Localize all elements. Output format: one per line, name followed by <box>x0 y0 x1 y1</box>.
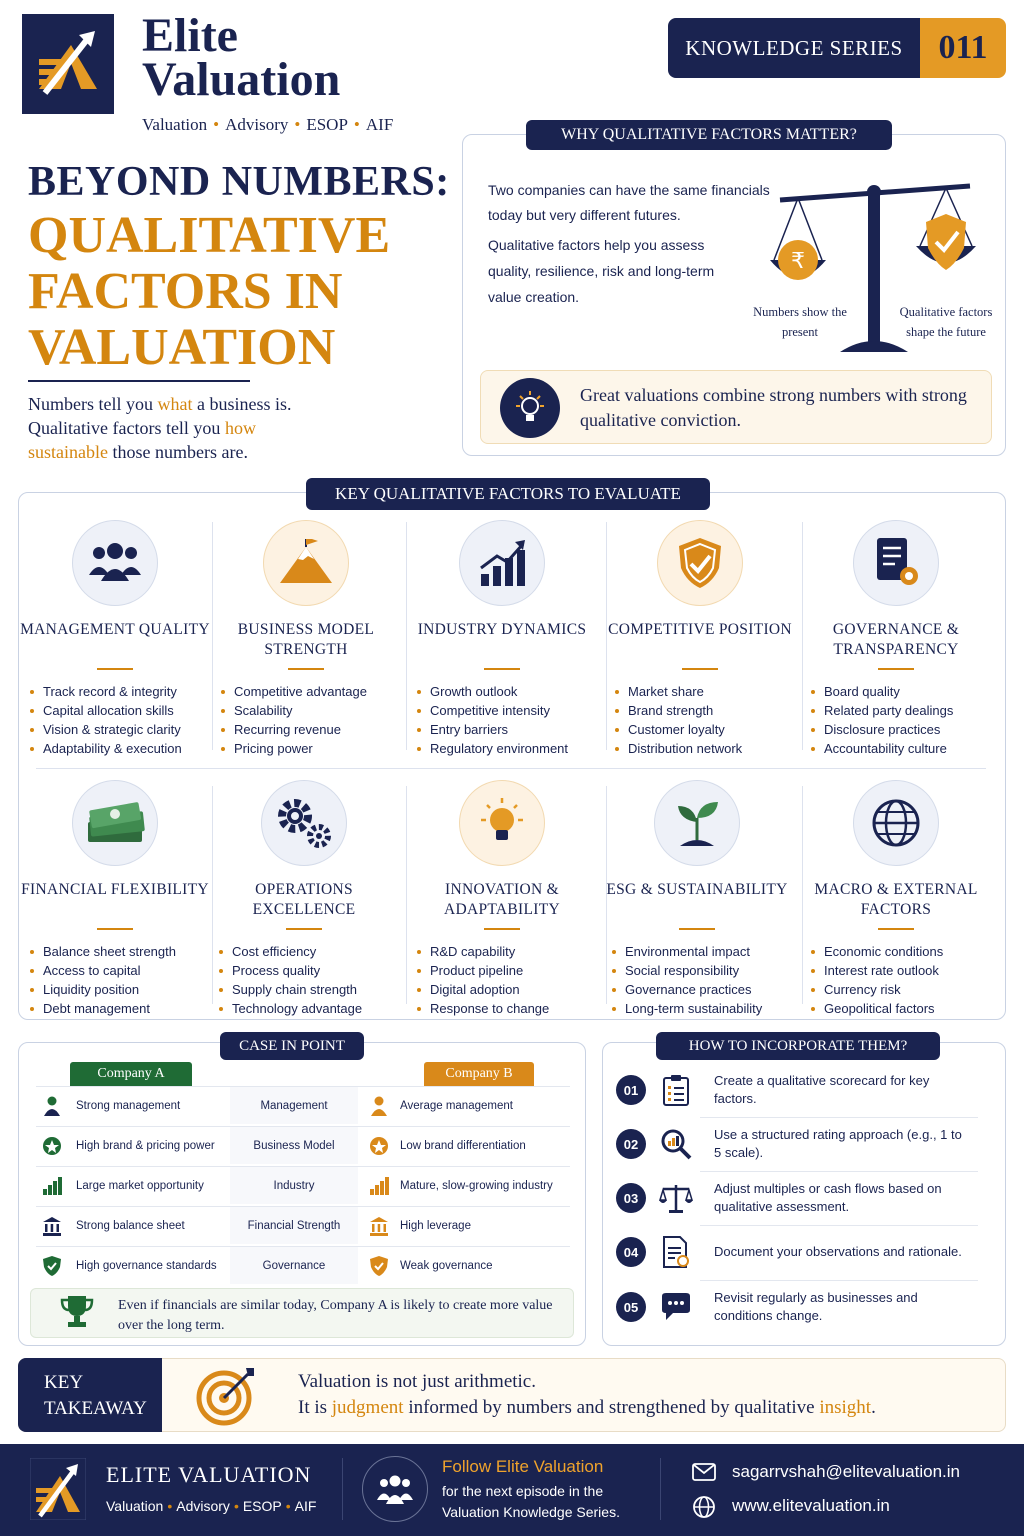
hero-title-line3: FACTORS IN <box>28 263 343 320</box>
hero-sub-highlight: how <box>224 418 256 438</box>
factor-point: Economic conditions <box>824 942 994 961</box>
why-text-1: Two companies can have the same financials today but very different futures. <box>488 182 770 223</box>
why-text-2: Qualitative factors help you assess quality, resilience, risk and long-term value creation. <box>488 237 715 305</box>
case-criterion: Management <box>230 1087 358 1124</box>
factor-point: Digital adoption <box>430 980 600 999</box>
factors-title: KEY QUALITATIVE FACTORS TO EVALUATE <box>306 478 710 510</box>
globe-icon <box>692 1495 716 1519</box>
factor-point: Geopolitical factors <box>824 999 994 1018</box>
tagline-item: AIF <box>294 1498 317 1514</box>
divider <box>36 768 986 769</box>
factor-card <box>17 520 213 758</box>
factor-point: Pricing power <box>234 739 404 758</box>
tagline-item: Advisory <box>176 1498 230 1514</box>
star-badge-icon <box>369 1136 389 1156</box>
hero-subtitle <box>28 392 448 464</box>
plant-icon <box>654 780 740 866</box>
company-a-value: Strong management <box>76 1099 181 1112</box>
case-row <box>36 1126 570 1164</box>
brand-name <box>142 9 341 106</box>
how-step <box>616 1118 978 1170</box>
factor-point: Social responsibility <box>625 961 795 980</box>
person-icon <box>370 1096 388 1116</box>
case-row <box>36 1246 570 1284</box>
factor-point: Response to change <box>430 999 600 1018</box>
hero-sub-text: a business is. <box>192 394 292 414</box>
bar-chart-arrow-icon <box>459 520 545 606</box>
hero-title-line1: BEYOND NUMBERS: <box>28 159 450 205</box>
takeaway-highlight: insight <box>819 1397 872 1418</box>
factor-card <box>206 780 402 1018</box>
tagline-item: ESOP <box>306 115 348 134</box>
hero-sub-highlight: what <box>157 394 193 414</box>
company-a-value: High governance standards <box>76 1259 217 1272</box>
clipboard-icon <box>662 1074 690 1106</box>
company-b-value: Mature, slow-growing industry <box>400 1179 553 1192</box>
factor-point: Competitive advantage <box>234 682 404 701</box>
company-a-value: High brand & pricing power <box>76 1139 215 1152</box>
factor-point: Adaptability & execution <box>43 739 213 758</box>
scale-label-right: Qualitative factors shape the future <box>899 305 993 339</box>
how-step <box>616 1281 978 1333</box>
factor-card <box>404 780 600 1018</box>
bank-icon <box>42 1216 62 1236</box>
why-title: WHY QUALITATIVE FACTORS MATTER? <box>526 120 892 150</box>
shield-icon <box>42 1255 62 1277</box>
email-icon <box>692 1461 716 1483</box>
takeaway-highlight: judgment <box>331 1397 404 1418</box>
factor-point: Recurring revenue <box>234 720 404 739</box>
factor-card <box>404 520 600 758</box>
svg-text:₹: ₹ <box>791 249 805 274</box>
factor-card <box>208 520 404 758</box>
factor-point: Entry barriers <box>430 720 600 739</box>
hero-title-line4: VALUATION <box>28 319 336 376</box>
factor-card <box>602 520 798 758</box>
factor-point: Governance practices <box>625 980 795 999</box>
factor-title: COMPETITIVE POSITION <box>608 621 792 638</box>
scale-icon <box>659 1182 693 1214</box>
case-criterion: Governance <box>230 1247 358 1284</box>
step-text: Use a structured rating approach (e.g., 1 to 5 scale). <box>714 1127 962 1160</box>
step-text: Document your observations and rationale. <box>714 1244 962 1259</box>
target-icon <box>196 1366 256 1426</box>
factor-point: Currency risk <box>824 980 994 999</box>
company-b-value: High leverage <box>400 1219 471 1232</box>
factor-title: INNOVATION & ADAPTABILITY <box>443 881 560 918</box>
tagline-item: ESOP <box>242 1498 282 1514</box>
case-note-text: Even if financials are similar today, Company A is likely to create more value over the long term. <box>118 1298 553 1333</box>
series-number: 011 <box>920 18 1006 78</box>
factor-point: Customer loyalty <box>628 720 798 739</box>
case-row <box>36 1206 570 1244</box>
takeaway-text-part: informed by numbers and strengthened by qualitative <box>403 1397 820 1418</box>
tagline-item: AIF <box>365 115 394 134</box>
community-icon <box>362 1456 428 1522</box>
company-a-tag: Company A <box>70 1062 192 1086</box>
hero-sub-text: those numbers are. <box>107 442 248 462</box>
step-number: 02 <box>616 1129 646 1159</box>
cash-stack-icon <box>72 780 158 866</box>
why-quote-text: Great valuations combine strong numbers with strong qualitative conviction. <box>580 385 967 430</box>
factor-title: GOVERNANCE & TRANSPARENCY <box>832 621 960 658</box>
factor-point: Disclosure practices <box>824 720 994 739</box>
takeaway-label-line1: KEY <box>44 1372 84 1393</box>
factor-point: Market share <box>628 682 798 701</box>
factor-point: Scalability <box>234 701 404 720</box>
takeaway-text <box>298 1369 998 1421</box>
factor-point: Vision & strategic clarity <box>43 720 213 739</box>
case-criterion: Industry <box>230 1167 358 1204</box>
brand-name-line2: Valuation <box>142 53 341 106</box>
factor-point: Cost efficiency <box>232 942 402 961</box>
person-icon <box>43 1096 61 1116</box>
factor-point: Technology advantage <box>232 999 402 1018</box>
how-title: HOW TO INCORPORATE THEM? <box>656 1032 940 1060</box>
brand-tagline: Valuation • Advisory • ESOP • AIF <box>142 115 394 134</box>
factor-title: BUSINESS MODEL STRENGTH <box>237 621 375 658</box>
step-number: 03 <box>616 1183 646 1213</box>
footer-brand-name: ELITE VALUATION <box>106 1462 312 1487</box>
logo-arrow-icon <box>31 27 105 101</box>
factor-title: FINANCIAL FLEXIBILITY <box>21 881 209 898</box>
factor-point: Related party dealings <box>824 701 994 720</box>
factor-point: Competitive intensity <box>430 701 600 720</box>
chat-icon <box>659 1292 693 1322</box>
divider <box>660 1458 661 1520</box>
mountain-flag-icon <box>263 520 349 606</box>
step-text: Adjust multiples or cash flows based on qualitative assessment. <box>714 1181 942 1214</box>
company-b-value: Low brand differentiation <box>400 1139 526 1152</box>
step-number: 01 <box>616 1075 646 1105</box>
brand-logo <box>22 14 114 114</box>
company-b-value: Average management <box>400 1099 513 1112</box>
step-text: Revisit regularly as businesses and conditions change. <box>714 1290 918 1323</box>
takeaway-line1: Valuation is not just arithmetic. <box>298 1371 536 1392</box>
hero-title-line2: QUALITATIVE <box>28 207 391 264</box>
gears-icon <box>261 780 347 866</box>
takeaway-label <box>18 1358 162 1432</box>
factor-point: Board quality <box>824 682 994 701</box>
hero-sub-highlight: sustainable <box>28 442 108 462</box>
people-icon <box>72 520 158 606</box>
factor-point: Brand strength <box>628 701 798 720</box>
factor-point: Product pipeline <box>430 961 600 980</box>
factor-title: OPERATIONS EXCELLENCE <box>252 881 356 918</box>
factor-title: INDUSTRY DYNAMICS <box>417 621 587 638</box>
company-a-value: Strong balance sheet <box>76 1219 185 1232</box>
step-number: 05 <box>616 1292 646 1322</box>
factor-card <box>798 780 994 1018</box>
hero-title-highlight <box>28 208 448 376</box>
factor-point: Access to capital <box>43 961 213 980</box>
document-badge-icon <box>853 520 939 606</box>
takeaway-line2 <box>298 1395 998 1421</box>
factor-point: Balance sheet strength <box>43 942 213 961</box>
shield-check-icon <box>657 520 743 606</box>
company-b-value: Weak governance <box>400 1259 493 1272</box>
case-criterion: Financial Strength <box>230 1207 358 1244</box>
how-step <box>616 1172 978 1224</box>
case-row <box>36 1166 570 1204</box>
factor-title: MANAGEMENT QUALITY <box>20 621 210 638</box>
factor-point: Debt management <box>43 999 213 1018</box>
factor-point: Capital allocation skills <box>43 701 213 720</box>
takeaway-text-part: . <box>871 1397 876 1418</box>
factor-point: Growth outlook <box>430 682 600 701</box>
brand-name-line1: Elite <box>142 9 238 62</box>
document-icon <box>661 1236 691 1268</box>
globe-icon <box>853 780 939 866</box>
factor-title: MACRO & EXTERNAL FACTORS <box>814 881 978 918</box>
bars-icon <box>369 1177 389 1195</box>
footer-website-link[interactable]: www.elitevaluation.in <box>732 1496 890 1515</box>
follow-text: for the next episode in the Valuation Knowledge Series. <box>442 1483 620 1520</box>
tagline-item: Valuation <box>142 115 208 134</box>
factor-card <box>17 780 213 1018</box>
follow-heading: Follow Elite Valuation <box>442 1457 604 1476</box>
how-step <box>616 1226 978 1278</box>
takeaway-label-line2: TAKEAWAY <box>44 1398 147 1419</box>
series-label: KNOWLEDGE SERIES <box>668 18 920 78</box>
magnifier-chart-icon <box>660 1128 692 1160</box>
factor-point: Track record & integrity <box>43 682 213 701</box>
case-row <box>36 1086 570 1124</box>
factor-point: Environmental impact <box>625 942 795 961</box>
hero-sub-text: Qualitative factors tell you <box>28 418 225 438</box>
takeaway-text-part: It is <box>298 1397 332 1418</box>
footer-email-link[interactable]: sagarrvshah@elitevaluation.in <box>732 1462 960 1481</box>
trophy-icon <box>60 1294 94 1330</box>
star-badge-icon <box>42 1136 62 1156</box>
factor-point: Regulatory environment <box>430 739 600 758</box>
factor-point: Liquidity position <box>43 980 213 999</box>
how-step <box>616 1064 978 1116</box>
hero-sub-text: Numbers tell you <box>28 394 158 414</box>
factor-card <box>599 780 795 1018</box>
divider <box>342 1458 343 1520</box>
company-a-value: Large market opportunity <box>76 1179 204 1192</box>
footer-tagline: Valuation • Advisory • ESOP • AIF <box>106 1498 317 1514</box>
tagline-item: Advisory <box>225 115 289 134</box>
tagline-item: Valuation <box>106 1498 164 1514</box>
factor-point: Long-term sustainability <box>625 999 795 1018</box>
lightbulb-icon <box>500 378 560 438</box>
footer-logo-icon <box>30 1458 86 1520</box>
hero-divider <box>28 380 250 382</box>
factor-card <box>798 520 994 758</box>
factor-point: Interest rate outlook <box>824 961 994 980</box>
factor-point: Process quality <box>232 961 402 980</box>
step-text: Create a qualitative scorecard for key factors. <box>714 1073 930 1106</box>
factor-point: R&D capability <box>430 942 600 961</box>
company-b-tag: Company B <box>424 1062 534 1086</box>
factor-point: Accountability culture <box>824 739 994 758</box>
bank-icon <box>369 1216 389 1236</box>
step-number: 04 <box>616 1237 646 1267</box>
factor-point: Supply chain strength <box>232 980 402 999</box>
bars-icon <box>42 1177 62 1195</box>
shield-icon <box>369 1255 389 1277</box>
lightbulb-icon <box>459 780 545 866</box>
scale-label-left: Numbers show the present <box>753 305 847 339</box>
knowledge-series-badge <box>668 18 1006 78</box>
case-title: CASE IN POINT <box>220 1032 364 1060</box>
case-criterion: Business Model <box>230 1127 358 1164</box>
factor-point: Distribution network <box>628 739 798 758</box>
factor-title: ESG & SUSTAINABILITY <box>606 881 788 898</box>
